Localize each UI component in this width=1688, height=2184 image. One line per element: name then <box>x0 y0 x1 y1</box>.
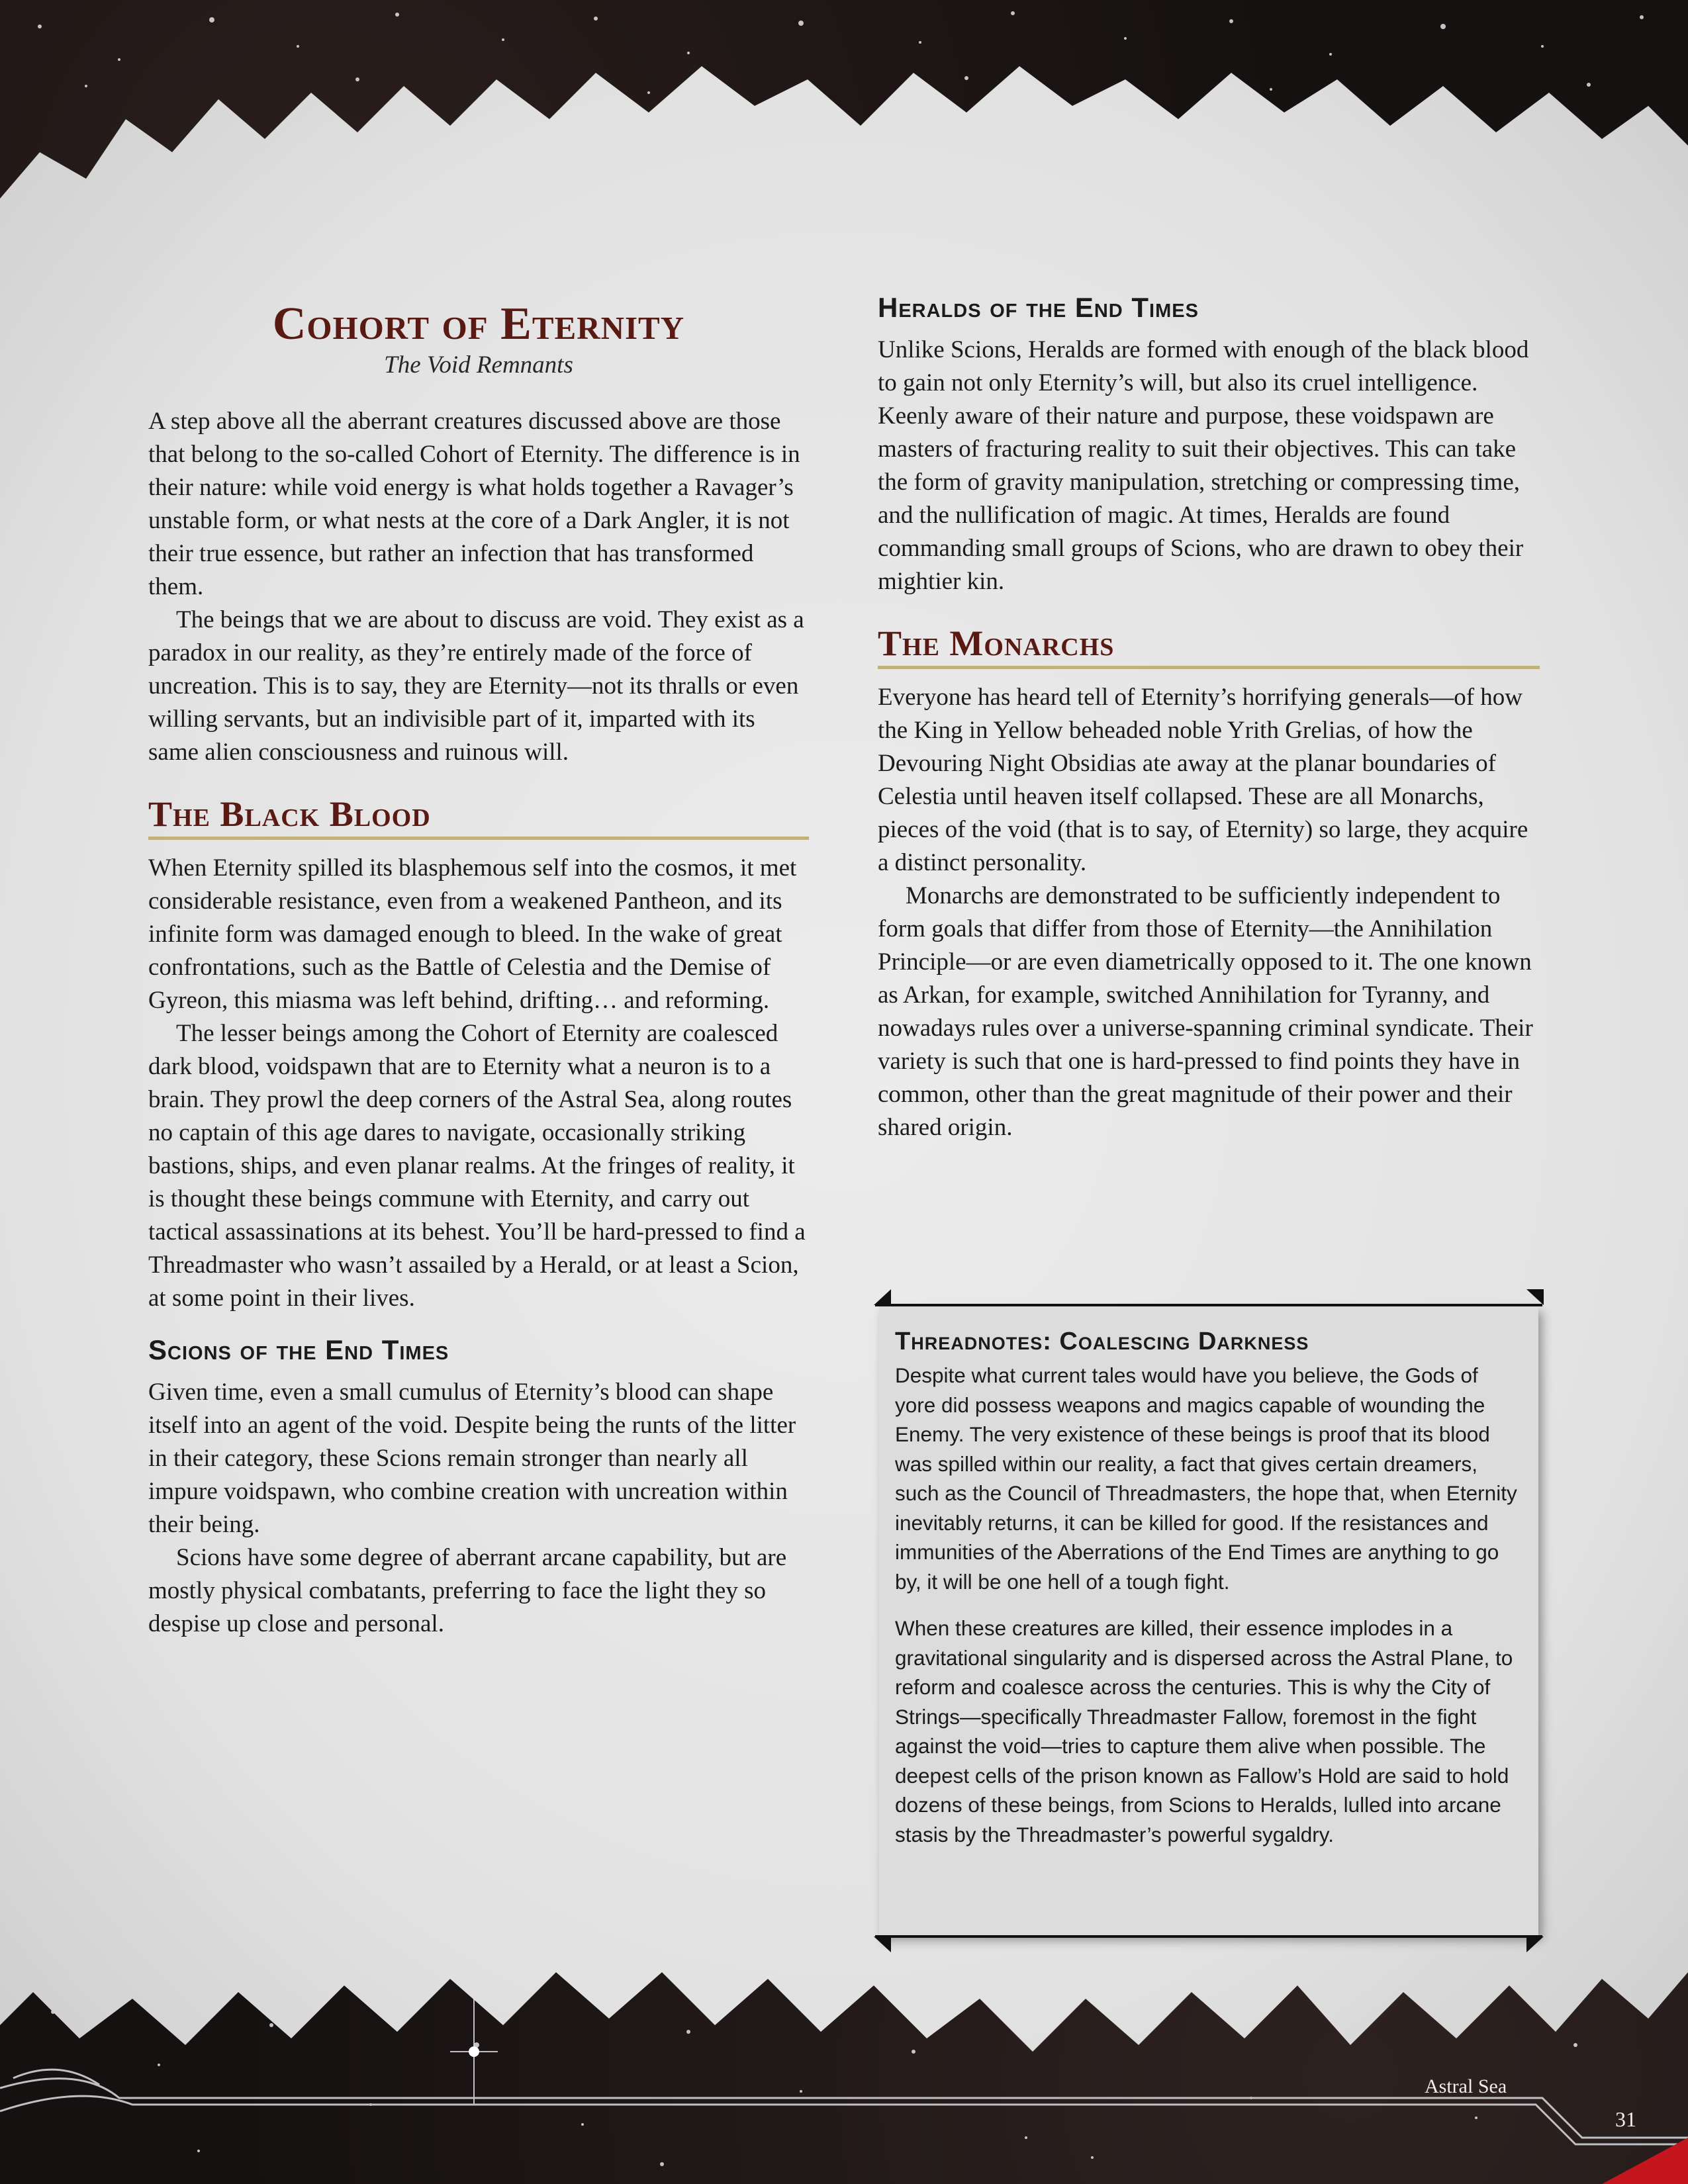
right-column <box>878 291 1540 1144</box>
black-blood-paragraph: When Eternity spilled its blasphemous self into the cosmos, it met considerable resistance, even from a weakened Pantheon, and its infinite form was damaged enough to bleed. In the wake of great confrontations, such as the Battle of Celestia and the Demise of Gyreon, this miasma was left behind, drifting… and reforming. <box>148 854 797 1014</box>
intro-paragraph: The beings that we are about to discuss are void. They exist as a paradox in our reality, as they’re entirely made of the force of uncreation. This is to say, they are Eternity—not its thralls or even willing servants, but an indivisible part of it, imparted with its same alien consciousness and ruinous will. <box>148 606 804 766</box>
sidebar-bottom-rule <box>875 1935 1542 1938</box>
black-blood-paragraph: The lesser beings among the Cohort of Eternity are coalesced dark blood, voidspawn that are to Eternity what a neuron is to a brain. They prowl the deep corners of the Astral Sea, along routes no captain of this age dares to navigate, occasionally striking bastions, ships, and even planar realms. At the fringes of reality, it is thought these beings commune with Eternity, and carry out tactical assassinations at its behest. You’ll be hard-pressed to find a Threadmaster who wasn’t assailed by a Herald, or at least a Scion, at some point in their lives. <box>148 1020 806 1312</box>
sidebar-paragraph: Despite what current tales would have you believe, the Gods of yore did possess weapons and magics capable of wounding the Enemy. The very existence of these beings is proof that its blood was spilled within our reality, a fact that gives certain dreamers, such as the Council of Threadmasters, the hope that, when Eternity inevitably returns, it can be killed for good. If the resistances and immunities of the Aberrations of the End Times are anything to go by, it will be one hell of a tough fight. <box>895 1363 1517 1594</box>
monarchs-paragraph: Monarchs are demonstrated to be sufficiently independent to form goals that differ from those of Eternity—the Annihilation Principle—or are even diametrically opposed to it. The one known as Arkan, for example, switched Annihilation for Tyranny, and nowadays rules over a universe-spanning criminal syndicate. Their variety is such that one is hard-pressed to find points they have in common, other than the great magnitude of their power and their shared origin. <box>878 882 1533 1141</box>
page-subtitle: The Void Remnants <box>384 351 573 379</box>
scions-paragraph: Given time, even a small cumulus of Eternity’s blood can shape itself into an agent of the void. Despite being the runts of the litter in their category, these Scions remain stronger than nearly all impure voidspawn, who combine creation with uncreation within their being. <box>148 1379 796 1538</box>
subsection-heading-scions: Scions of the End Times <box>148 1334 449 1365</box>
corner-accent <box>1602 2138 1688 2184</box>
sidebar-title: Threadnotes: Coalescing Darkness <box>895 1328 1309 1355</box>
subsection-heading-heralds: Heralds of the End Times <box>878 292 1199 323</box>
scions-paragraph: Scions have some degree of aberrant arcane capability, but are mostly physical combatants, preferring to face the light they so despise up close and personal. <box>148 1544 787 1637</box>
sidebar-paragraph: When these creatures are killed, their essence implodes in a gravitational singularity and is dispersed across the Astral Plane, to reform and coalesce across the centuries. This is why the City of Strings—specifically Threadmaster Fallow, foremost in the fight against the void—tries to capture them alive when possible. The deepest cells of the prison known as Fallow’s Hold are said to hold dozens of these beings, from Scions to Heralds, lulled into arcane stasis by the Threadmaster’s powerful sygaldry. <box>895 1616 1513 1846</box>
left-column <box>148 278 809 1641</box>
threadnotes-sidebar <box>879 1306 1538 1935</box>
sidebar-corner-ornament <box>874 1936 891 1952</box>
section-heading-monarchs: The Monarchs <box>878 622 1540 669</box>
sidebar-top-rule <box>875 1304 1542 1306</box>
footer-section-label: Astral Sea <box>1425 2075 1507 2097</box>
intro-paragraph: A step above all the aberrant creatures discussed above are those that belong to the so-called Cohort of Eternity. The difference is in their nature: while void energy is what holds together a Ravager’s unstable form, or what nests at the core of a Dark Angler, it is not their true essence, but rather an infection that has transformed them. <box>148 408 800 600</box>
sidebar-corner-ornament <box>874 1289 891 1305</box>
sidebar-corner-ornament <box>1526 1936 1544 1952</box>
sidebar-content <box>895 1326 1524 1849</box>
sidebar-corner-ornament <box>1526 1289 1544 1305</box>
heralds-paragraph: Unlike Scions, Heralds are formed with enough of the black blood to gain not only Eternity’s will, but also its cruel intelligence. Keenly aware of their nature and purpose, these voidspawn are masters of fracturing reality to suit their objectives. This can take the form of gravity manipulation, stretching or compressing time, and the nullification of magic. At times, Heralds are found commanding small groups of Scions, who are drawn to obey their mightier kin. <box>878 336 1529 595</box>
page-title: Cohort of Eternity <box>272 298 685 349</box>
footer-ornament <box>0 2038 1688 2184</box>
page-number: 31 <box>1615 2107 1636 2131</box>
section-heading-black-blood: The Black Blood <box>148 793 809 840</box>
monarchs-paragraph: Everyone has heard tell of Eternity’s horrifying generals—of how the King in Yellow beheaded noble Yrith Grelias, of how the Devouring Night Obsidias ate away at the planar boundaries of Celestia until heaven itself collapsed. These are all Monarchs, pieces of the void (that is to say, of Eternity) so large, they acquire a distinct personality. <box>878 684 1528 876</box>
